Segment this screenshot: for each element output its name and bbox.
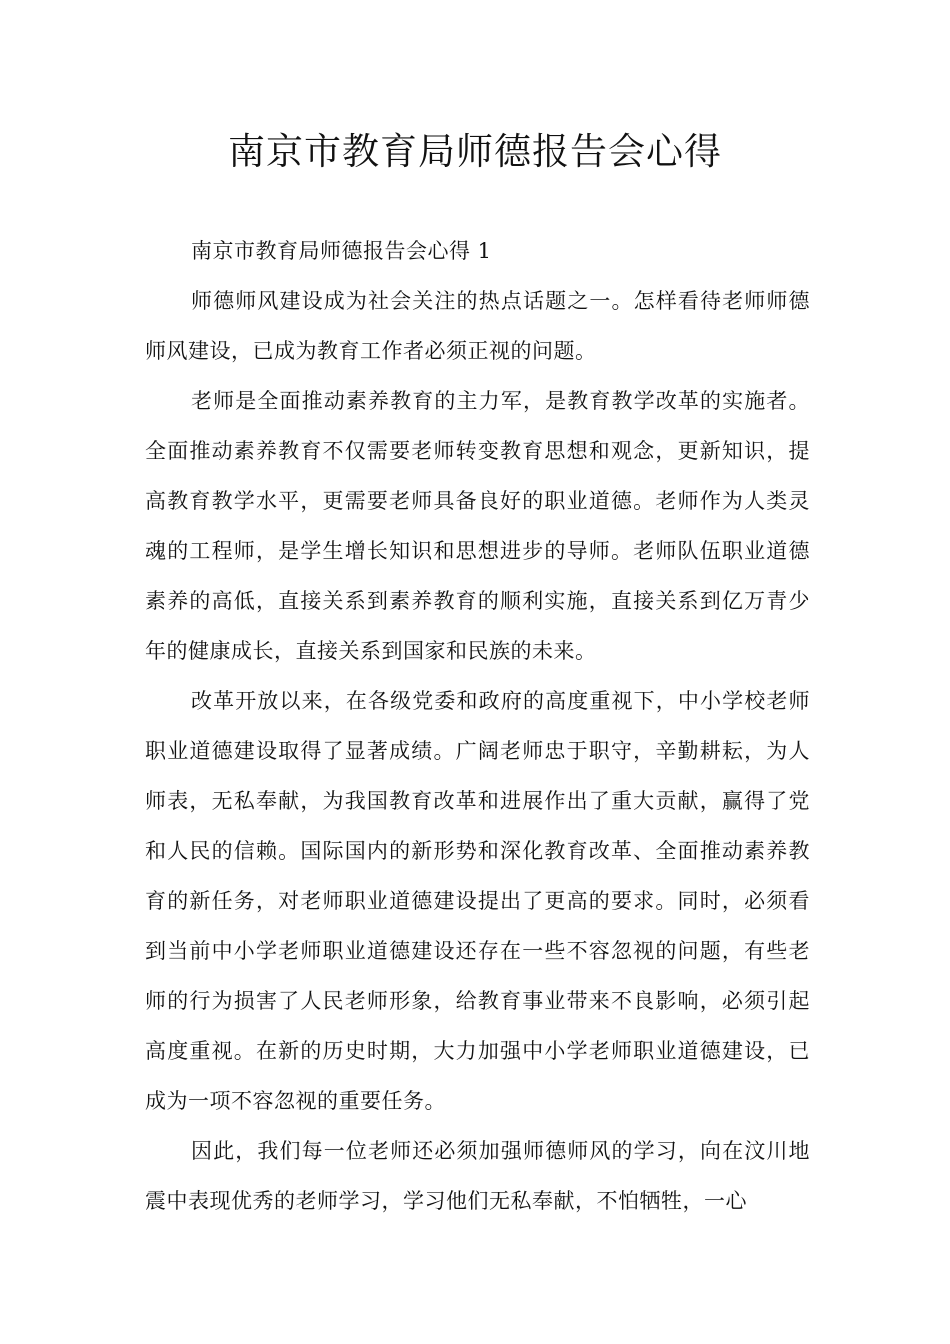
paragraph-3: 改革开放以来，在各级党委和政府的高度重视下，中小学校老师职业道德建设取得了显著成绩。广阔老师忠于职守，辛勤耕耘，为人师表，无私奉献，为我国教育改革和进展作出了重大贡献，赢得了党和人民的信赖。国际国内的新形势和深化教育改革、全面推动素养教育的新任务，对老师职业道德建设提出了更高的要求。同时，必须看到当前中小学老师职业道德建设还存在一些不容忽视的问题，有些老师的行为损害了人民老师形象，给教育事业带来不良影响，必须引起高度重视。在新的历史时期，大力加强中小学老师职业道德建设，已成为一项不容忽视的重要任务。 (145, 689, 810, 1113)
document-subtitle: 南京市教育局师德报告会心得 1 (191, 239, 492, 263)
paragraph-2: 老师是全面推动素养教育的主力军，是教育教学改革的实施者。全面推动素养教育不仅需要老师转变教育思想和观念，更新知识，提高教育教学水平，更需要老师具备良好的职业道德。老师作为人类灵魂的工程师，是学生增长知识和思想进步的导师。老师队伍职业道德素养的高低，直接关系到素养教育的顺利实施，直接关系到亿万青少年的健康成长，直接关系到国家和民族的未来。 (145, 389, 810, 663)
document-title: 南京市教育局师德报告会心得 (228, 130, 722, 173)
paragraph-1: 师德师风建设成为社会关注的热点话题之一。怎样看待老师师德师风建设，已成为教育工作者必须正视的问题。 (145, 289, 810, 363)
paragraph-4: 因此，我们每一位老师还必须加强师德师风的学习，向在汶川地震中表现优秀的老师学习，学习他们无私奉献，不怕牺牲，一心 (145, 1139, 810, 1213)
document-body (145, 226, 810, 1226)
